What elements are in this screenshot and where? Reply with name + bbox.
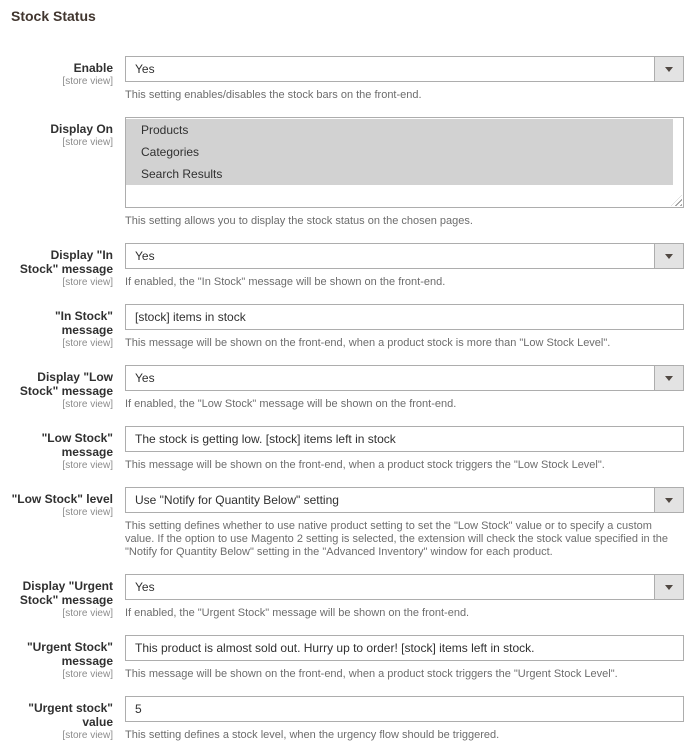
scope-label: [store view]	[62, 460, 113, 471]
select-display-low-stock-message[interactable]	[125, 365, 684, 391]
scope-label: [store view]	[62, 399, 113, 410]
field-row-display-in-stock-message	[11, 243, 672, 289]
field-label-low-stock-message: "Low Stock" message	[41, 431, 113, 459]
field-col	[125, 56, 684, 102]
field-row-low-stock-level	[11, 487, 672, 559]
field-note-display-urgent-stock-message: If enabled, the "Urgent Stock" message will be shown on the front-end.	[125, 607, 470, 619]
field-row-display-urgent-stock-message	[11, 574, 672, 620]
field-note-urgent-stock-message: This message will be shown on the front-end, when a product stock triggers the "Urgent Stock Level".	[125, 668, 618, 680]
field-note-display-on: This setting allows you to display the stock status on the chosen pages.	[125, 215, 473, 227]
label-col	[11, 56, 113, 102]
field-note-low-stock-message: This message will be shown on the front-end, when a product stock triggers the "Low Stock Level".	[125, 459, 605, 471]
dropdown-arrow-button[interactable]	[654, 244, 683, 268]
input-urgent-stock-value[interactable]	[125, 696, 684, 722]
label-col	[11, 304, 113, 350]
scope-label: [store view]	[62, 76, 113, 87]
field-label-display-in-stock-message: Display "In Stock" message	[19, 248, 113, 276]
field-col	[125, 304, 684, 350]
multiselect-option-display-on-1[interactable]: Categories	[126, 141, 673, 163]
chevron-down-icon	[665, 498, 673, 503]
field-label-low-stock-level: "Low Stock" level	[11, 492, 113, 506]
field-row-display-on	[11, 117, 672, 228]
scope-label: [store view]	[62, 338, 113, 349]
select-enable[interactable]	[125, 56, 684, 82]
field-label-display-urgent-stock-message: Display "Urgent Stock" message	[19, 579, 113, 607]
field-label-urgent-stock-message: "Urgent Stock" message	[26, 640, 113, 668]
label-col	[11, 487, 113, 559]
select-display-in-stock-message[interactable]	[125, 243, 684, 269]
input-low-stock-message[interactable]	[125, 426, 684, 452]
select-low-stock-level[interactable]	[125, 487, 684, 513]
scope-label: [store view]	[62, 730, 113, 741]
field-label-display-on: Display On	[50, 122, 113, 136]
select-value: Yes	[135, 371, 155, 385]
dropdown-arrow-button[interactable]	[654, 575, 683, 599]
chevron-down-icon	[665, 376, 673, 381]
chevron-down-icon	[665, 254, 673, 259]
label-col	[11, 117, 113, 228]
field-note-urgent-stock-value: This setting defines a stock level, when the urgency flow should be triggered.	[125, 729, 500, 741]
chevron-down-icon	[665, 67, 673, 72]
field-col	[125, 426, 684, 472]
dropdown-arrow-button[interactable]	[654, 57, 683, 81]
field-col	[125, 696, 684, 742]
select-display-urgent-stock-message[interactable]	[125, 574, 684, 600]
field-note-in-stock-message: This message will be shown on the front-end, when a product stock is more than "Low Stock Level".	[125, 337, 611, 349]
multiselect-option-display-on-2[interactable]: Search Results	[126, 163, 673, 185]
field-note-display-low-stock-message: If enabled, the "Low Stock" message will be shown on the front-end.	[125, 398, 457, 410]
field-row-low-stock-message	[11, 426, 672, 472]
field-row-urgent-stock-value	[11, 696, 672, 742]
label-col	[11, 365, 113, 411]
resize-handle-icon[interactable]	[671, 195, 682, 206]
field-label-urgent-stock-value: "Urgent stock" value	[28, 701, 113, 729]
field-col	[125, 365, 684, 411]
fields-container	[11, 56, 672, 742]
select-value: Yes	[135, 249, 155, 263]
multiselect-option-display-on-0[interactable]: Products	[126, 119, 673, 141]
field-col	[125, 574, 684, 620]
dropdown-arrow-button[interactable]	[654, 488, 683, 512]
field-label-enable: Enable	[73, 61, 113, 75]
dropdown-arrow-button[interactable]	[654, 366, 683, 390]
field-col	[125, 117, 684, 228]
label-col	[11, 635, 113, 681]
scope-label: [store view]	[62, 507, 113, 518]
scope-label: [store view]	[62, 277, 113, 288]
select-value: Yes	[135, 580, 155, 594]
label-col	[11, 574, 113, 620]
field-note-enable: This setting enables/disables the stock bars on the front-end.	[125, 89, 422, 101]
field-note-low-stock-level: This setting defines whether to use native product setting to set the "Low Stock" value or to specify a custom value. If the option to use Magento 2 setting is selected, the extension will check the stock value specified in the "Notify for Quantity Below" setting in the "Advanced Inventory" window for each product.	[125, 520, 668, 558]
field-row-urgent-stock-message	[11, 635, 672, 681]
field-col	[125, 635, 684, 681]
input-in-stock-message[interactable]	[125, 304, 684, 330]
field-label-display-low-stock-message: Display "Low Stock" message	[19, 370, 113, 398]
field-label-in-stock-message: "In Stock" message	[54, 309, 113, 337]
select-value: Yes	[135, 62, 155, 76]
field-row-display-low-stock-message	[11, 365, 672, 411]
field-row-enable	[11, 56, 672, 102]
multiselect-display-on[interactable]	[125, 117, 684, 208]
field-row-in-stock-message	[11, 304, 672, 350]
select-value: Use "Notify for Quantity Below" setting	[135, 493, 339, 507]
label-col	[11, 696, 113, 742]
field-col	[125, 243, 684, 289]
scope-label: [store view]	[62, 608, 113, 619]
label-col	[11, 426, 113, 472]
field-col	[125, 487, 684, 559]
input-urgent-stock-message[interactable]	[125, 635, 684, 661]
field-note-display-in-stock-message: If enabled, the "In Stock" message will be shown on the front-end.	[125, 276, 446, 288]
chevron-down-icon	[665, 585, 673, 590]
label-col	[11, 243, 113, 289]
scope-label: [store view]	[62, 669, 113, 680]
scope-label: [store view]	[62, 137, 113, 148]
page-title: Stock Status	[11, 8, 96, 24]
